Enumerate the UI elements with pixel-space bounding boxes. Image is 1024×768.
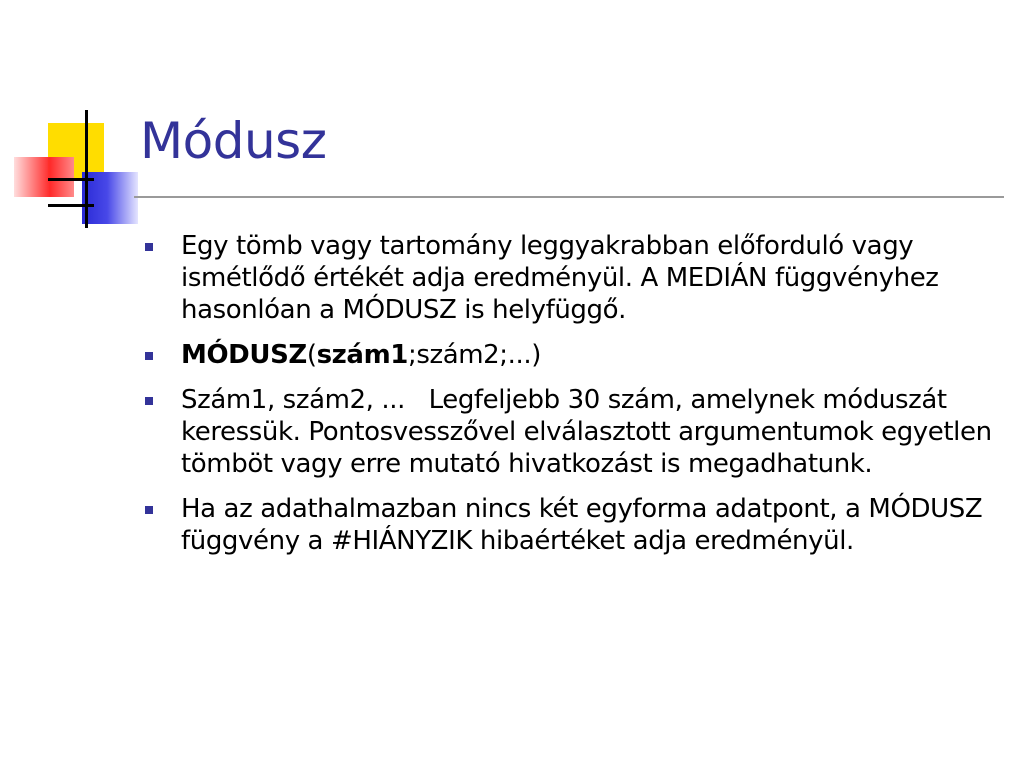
bullet-text: Szám1, szám2, ... Legfeljebb 30 szám, amelynek móduszát keressük. Pontosvesszővel elválasztott argumentumok egyetlen tömböt vagy erre mutató hivatkozást is megadhatunk. (181, 385, 1000, 479)
bullet-item-arguments (140, 384, 1000, 480)
logo-horizontal-line (48, 178, 94, 181)
bullet-square-icon (145, 397, 153, 405)
bullet-text: Ha az adathalmazban nincs két egyforma adatpont, a MÓDUSZ függvény a #HIÁNYZIK hibaértéket adja eredményül. (181, 494, 983, 556)
bullet-square-icon (145, 352, 153, 360)
syntax-required-arg: szám1 (316, 340, 408, 370)
slide-title: Módusz (140, 112, 327, 170)
bullet-item-error-case (140, 493, 1000, 557)
logo-horizontal-line (48, 204, 94, 207)
bullet-square-icon (145, 243, 153, 251)
title-divider (134, 196, 1004, 198)
function-name: MÓDUSZ (181, 340, 307, 370)
logo-vertical-line (85, 110, 88, 228)
syntax-optional-args: ;szám2;...) (407, 340, 542, 370)
slide-logo-decoration (0, 0, 140, 240)
bullet-text: Egy tömb vagy tartomány leggyakrabban előforduló vagy ismétlődő értékét adja eredményül. A MEDIÁN függvényhez hasonlóan a MÓDUSZ is helyfüggő. (181, 231, 939, 325)
bullet-square-icon (145, 506, 153, 514)
syntax-open-paren: ( (306, 340, 317, 370)
bullet-item-definition (140, 230, 1000, 326)
bullet-item-syntax (140, 339, 1000, 371)
logo-red-square (14, 157, 74, 197)
bullet-list (140, 230, 1000, 570)
